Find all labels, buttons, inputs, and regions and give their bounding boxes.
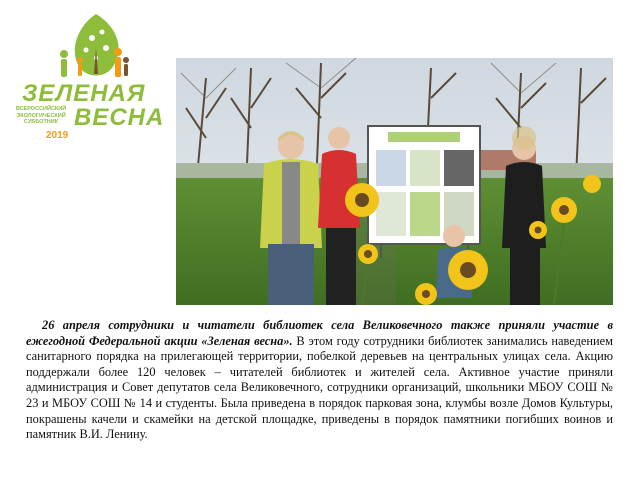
caption-lead: 26 апреля сотрудники и читатели библиотек села Великовечного также приняли участие в ежегодной Федеральной акции «Зеленая весна». — [26, 318, 613, 348]
logo-title-line1: ЗЕЛЕНАЯ — [22, 80, 146, 107]
logo-subtitle-line: ЭКОЛОГИЧЕСКИЙ — [16, 112, 66, 119]
caption-text — [26, 318, 613, 443]
event-photo — [176, 58, 613, 305]
logo-year: 2019 — [46, 130, 69, 141]
caption-body: В этом году сотрудники библиотек занимались наведением санитарного порядка на прилегающей территории, побелкой деревьев на центральных улицах села. Акцию поддержали более 120 человек – читателей библиотек и жителей села. Активное участие приняли администрация и Совет депутатов села Великовечного, сотрудники организаций, школьники МБОУ СОШ № 23 и МБОУ СОШ № 14 и студенты. Была приведена в порядок парковая зона, клумбы возле Домов Культуры, покрашены качели и скамейки на детской площадке, приведены в порядок памятники погибших воинов и памятник В.И. Ленину. — [26, 333, 613, 442]
logo-subtitle-line: ВСЕРОССИЙСКИЙ — [15, 106, 67, 112]
event-logo — [8, 8, 173, 143]
sunflower-icon — [345, 183, 379, 217]
logo-title-line2: ВЕСНА — [74, 104, 165, 131]
logo-subtitle-line: СУББОТНИК — [23, 119, 59, 125]
logo-subtitle — [10, 106, 72, 126]
group-photo-sunflowers — [176, 58, 613, 305]
